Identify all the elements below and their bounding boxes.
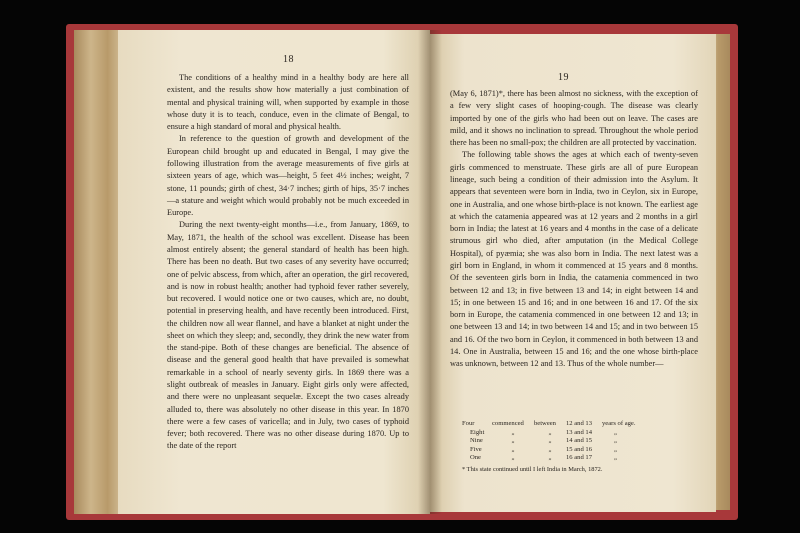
paragraph: In reference to the question of growth and development of the European child brought up and educated in Bengal, I may give the following illustration from the average measurements of five girls at sixteen years of age, which was—height, 5 feet 4½ inches; weight, 7 stone, 11 pounds; girth of chest, 34·7 inches; girth of hips, 35·7 inches—a stature and weight which would probably not be much exceeded in Europe.	[167, 134, 409, 218]
table-row	[462, 437, 692, 446]
table-cell: „	[511, 445, 515, 453]
table-cell: „	[511, 428, 515, 436]
book-gutter	[418, 30, 442, 514]
page-number: 18	[283, 54, 294, 65]
table-cell: 12 and 13	[566, 420, 593, 427]
footnote: * This state continued until I left India in March, 1872.	[462, 466, 603, 473]
table-cell: „	[614, 445, 617, 453]
table-row	[462, 420, 692, 429]
table-cell: One	[470, 454, 481, 462]
table-cell: Four	[462, 420, 475, 427]
table-cell: „	[548, 454, 552, 462]
table-cell: Eight	[470, 428, 485, 436]
table-cell: „	[614, 437, 617, 445]
paragraph: The following table shows the ages at which each of twenty-seven girls commenced to menstruate. These girls are all of pure European lineage, such being a condition of their admission into the Asylum. It appears that seventeen were born in India, two in Ceylon, six in Europe, one in Australia, and one whose birth-place is not known. The earliest age at which the catamenia appeared was at 12 years and 2 months in a girl born in India; the latest at 16 years and 4 months in the case of a delicate strumous girl who died, after amputation (in the Medical College Hospital), of pyæmia; she was also born in India. The next latest was a girl born in England, in whom it commenced at 15 years and 8 months. Of the seventeen girls born in India, the catamenia commenced in two between 12 and 13; in five between 13 and 14; in eight between 14 and 15; in one between 15 and 16; and in one between 16 and 17. Of the six born in Europe, the catamenia commenced in one between 12 and 13; in one between 13 and 14; in two between 14 and 15; and in two between 15 and 16. Of the two born in Ceylon, it commenced in both between 13 and 14. One in Australia, between 15 and 16; and the one whose birth-place was unknown, between 12 and 13. Thus of the whole number—	[450, 150, 698, 369]
table-cell: „	[548, 445, 552, 453]
table-cell: „	[511, 454, 515, 462]
table-cell: years of age.	[602, 420, 636, 427]
page-body	[450, 88, 698, 370]
table-row	[462, 454, 692, 463]
paragraph: During the next twenty-eight months—i.e., from January, 1869, to May, 1871, the health of the school was excellent. Disease has been almost entirely absent; the general standard of health has been high. There has been no death. But two cases of any severity have occurred; one of pelvic abscess, from which, after an operation, the girl recovered, and is now in robust health; another had typhoid fever rather severely, but recovered. I would notice one or two causes, which are, no doubt, potential in preserving health, and have recently been introduced. First, the children now all wear flannel, and have a blanket at night under the sheet on which they sleep; and, secondly, they drink the new water from the stand-pipe. Both of these changes are beneficial. The absence of disease and the general good health that have prevailed is somewhat remarkable in a school of nearly seventy girls. In 1869 there was a slight outbreak of measles in January. Eight girls only were affected, and there were no unpleasant sequelæ. Except the two cases already alluded to, there was absolutely no other disease in this year. In 1870 there were a few cases of varicella; and in July, two cases of typhoid fever; both recovered. There was no other disease during 1870. Up to the date of the report	[167, 220, 409, 451]
table-row	[462, 429, 692, 438]
page-body	[167, 72, 409, 453]
paragraph: (May 6, 1871)*, there has been almost no sickness, with the exception of a few very slight cases of hooping-cough. The disease was clearly imported by one of the girls who had been out on leave. The cases are mild, and it shows no inclination to spread. Throughout the whole period there has been no small-pox; the children are all protected by vaccination.	[450, 89, 698, 148]
table-cell: between	[534, 420, 556, 427]
page-number: 19	[558, 72, 569, 83]
table-cell: „	[548, 428, 552, 436]
table-cell: 13 and 14	[566, 428, 593, 436]
table-cell: „	[511, 437, 515, 445]
table-cell: 16 and 17	[566, 454, 593, 462]
right-page	[430, 34, 716, 512]
left-page	[118, 30, 430, 514]
table-cell: „	[548, 437, 552, 445]
table-row	[462, 446, 692, 455]
table-cell: „	[614, 454, 617, 462]
table-cell: Nine	[470, 437, 483, 445]
table-cell: 15 and 16	[566, 445, 593, 453]
table-cell: 14 and 15	[566, 437, 593, 445]
paragraph: The conditions of a healthy mind in a healthy body are here all existent, and the results show how materially a just combination of mental and physical training will, when supported by example in those whose duty it is to teach, conduce, even in the climate of Bengal, to ensure a high standard of moral and physical health.	[167, 73, 409, 132]
menstruation-age-table	[462, 420, 692, 463]
table-cell: „	[614, 428, 617, 436]
table-cell: Five	[470, 445, 482, 453]
table-cell: commenced	[492, 420, 524, 427]
